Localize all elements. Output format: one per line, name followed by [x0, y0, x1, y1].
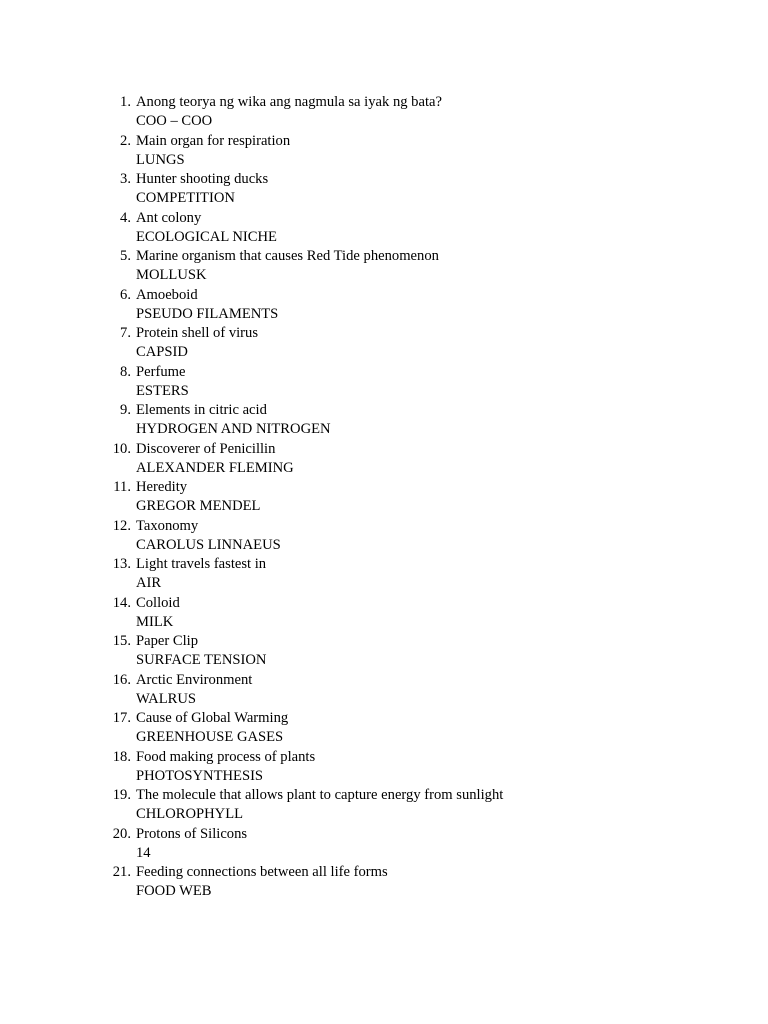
question-text: Elements in citric acid: [136, 402, 267, 418]
question-text: Light travels fastest in: [136, 556, 267, 572]
question-text: Feeding connections between all life forms: [136, 864, 388, 880]
question-text: Colloid: [136, 594, 180, 611]
question-text: Cause of Global Warming: [136, 710, 289, 726]
question-text: Hunter shooting ducks: [136, 171, 269, 187]
item-number: 1.: [120, 94, 131, 110]
item-number: 9.: [120, 402, 131, 418]
item-number: 7.: [120, 325, 131, 341]
answer-text: AIR: [136, 575, 162, 592]
item-number: 20.: [112, 825, 131, 842]
question-text: Protons of Silicons: [136, 825, 248, 842]
question-text: Anong teorya ng wika ang nagmula sa iyak ng bata?: [136, 94, 442, 110]
question-text: Taxonomy: [136, 517, 199, 534]
answer-text: PSEUDO FILAMENTS: [136, 305, 279, 322]
item-number: 10.: [112, 440, 131, 457]
item-number: 15.: [112, 633, 131, 649]
answer-text: MOLLUSK: [136, 267, 207, 284]
answer-text: SURFACE TENSION: [136, 652, 267, 669]
answer-text: GREGOR MENDEL: [136, 498, 261, 515]
item-number: 11.: [113, 479, 131, 495]
item-number: 16.: [112, 671, 131, 688]
question-text: Food making process of plants: [136, 748, 316, 765]
item-number: 4.: [120, 209, 131, 226]
answer-text: LUNGS: [136, 151, 185, 168]
answer-text: CHLOROPHYLL: [136, 806, 244, 823]
item-number: 18.: [112, 748, 131, 765]
item-number: 12.: [112, 517, 131, 534]
answer-text: COO – COO: [136, 113, 213, 130]
answer-text: GREENHOUSE GASES: [136, 729, 284, 746]
answer-text: 14: [136, 844, 151, 861]
answer-text: CAROLUS LINNAEUS: [136, 536, 281, 553]
question-text: The molecule that allows plant to capture energy from sunlight: [136, 787, 504, 803]
item-number: 5.: [120, 248, 131, 264]
item-number: 3.: [120, 171, 131, 187]
answer-text: CAPSID: [136, 344, 188, 361]
question-text: Ant colony: [136, 209, 202, 226]
question-text: Protein shell of virus: [136, 325, 259, 341]
question-text: Paper Clip: [136, 633, 199, 649]
question-text: Arctic Environment: [136, 671, 253, 688]
answer-text: COMPETITION: [136, 190, 235, 207]
question-text: Perfume: [136, 363, 186, 380]
answer-text: ALEXANDER FLEMING: [136, 459, 294, 476]
answer-text: ESTERS: [136, 382, 189, 399]
question-text: Marine organism that causes Red Tide phenomenon: [136, 248, 439, 264]
answer-text: PHOTOSYNTHESIS: [136, 767, 264, 784]
question-text: Discoverer of Penicillin: [136, 440, 276, 457]
answer-text: ECOLOGICAL NICHE: [136, 228, 277, 245]
answer-text: WALRUS: [136, 690, 196, 707]
item-number: 19.: [112, 787, 131, 803]
item-number: 13.: [112, 556, 131, 572]
item-number: 17.: [112, 710, 131, 726]
answer-text: MILK: [136, 613, 174, 630]
answer-text: HYDROGEN AND NITROGEN: [136, 421, 331, 438]
item-number: 21.: [112, 864, 131, 880]
item-number: 2.: [120, 132, 131, 149]
question-text: Main organ for respiration: [136, 132, 291, 149]
question-text: Amoeboid: [136, 286, 198, 303]
item-number: 14.: [112, 594, 131, 611]
question-text: Heredity: [136, 479, 188, 495]
answer-text: FOOD WEB: [136, 883, 212, 900]
item-number: 8.: [120, 363, 131, 380]
item-number: 6.: [120, 286, 131, 303]
